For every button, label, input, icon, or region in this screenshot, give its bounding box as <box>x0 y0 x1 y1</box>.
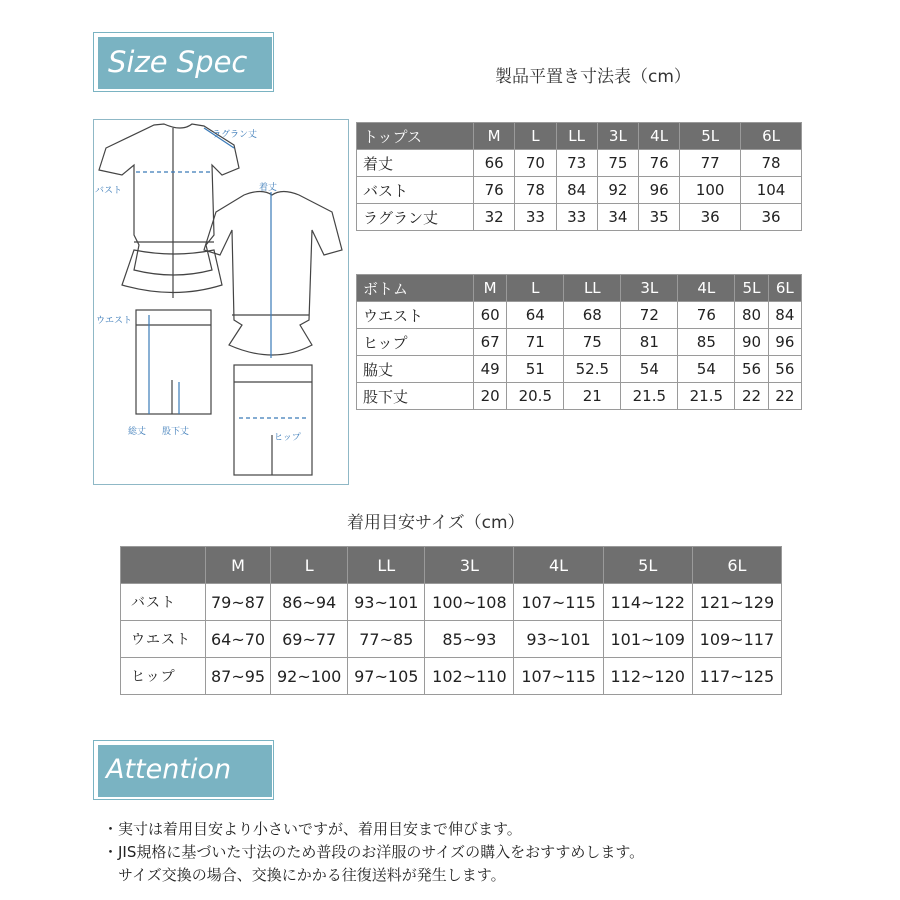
table-cell: 32 <box>474 204 515 231</box>
table-cell: 56 <box>768 356 801 383</box>
col-m: M <box>474 123 515 150</box>
table-cell: 54 <box>678 356 735 383</box>
fit-header-corner <box>121 547 206 584</box>
col-6l: 6L <box>692 547 781 584</box>
flat-table-heading: 製品平置き寸法表（cm） <box>495 67 691 87</box>
row-label: ウエスト <box>357 302 474 329</box>
table-cell: 51 <box>507 356 564 383</box>
table-cell: 21.5 <box>678 383 735 410</box>
table-row <box>357 356 802 383</box>
row-label: 股下丈 <box>357 383 474 410</box>
table-cell: 109~117 <box>692 621 781 658</box>
table-cell: 22 <box>768 383 801 410</box>
attention-badge <box>98 745 272 797</box>
size-spec-badge <box>98 37 272 89</box>
table-cell: 76 <box>678 302 735 329</box>
table-row <box>121 621 782 658</box>
table-cell: 73 <box>556 150 597 177</box>
table-cell: 112~120 <box>603 658 692 695</box>
row-label: 脇丈 <box>357 356 474 383</box>
table-cell: 33 <box>515 204 556 231</box>
table-cell: 76 <box>474 177 515 204</box>
tops-header-label: トップス <box>357 123 474 150</box>
table-cell: 67 <box>474 329 507 356</box>
table-cell: 107~115 <box>514 584 603 621</box>
table-cell: 56 <box>735 356 768 383</box>
attention-title: Attention <box>106 754 232 785</box>
col-4l: 4L <box>639 123 680 150</box>
table-cell: 54 <box>621 356 678 383</box>
table-cell: 97~105 <box>348 658 425 695</box>
row-label: ヒップ <box>121 658 206 695</box>
col-5l: 5L <box>735 275 768 302</box>
col-ll: LL <box>564 275 621 302</box>
row-label: 着丈 <box>357 150 474 177</box>
table-cell: 84 <box>768 302 801 329</box>
note-line: サイズ交換の場合、交換にかかる往復送料が発生します。 <box>103 866 506 884</box>
table-cell: 92~100 <box>271 658 348 695</box>
table-cell: 35 <box>639 204 680 231</box>
table-cell: 21 <box>564 383 621 410</box>
diagram-label-inseam: 股下丈 <box>162 427 190 437</box>
row-label: バスト <box>357 177 474 204</box>
col-ll: LL <box>556 123 597 150</box>
table-cell: 84 <box>556 177 597 204</box>
table-cell: 90 <box>735 329 768 356</box>
col-3l: 3L <box>621 275 678 302</box>
table-cell: 81 <box>621 329 678 356</box>
col-5l: 5L <box>603 547 692 584</box>
col-l: L <box>271 547 348 584</box>
bottoms-header-row <box>357 275 802 302</box>
table-cell: 69~77 <box>271 621 348 658</box>
garment-diagram <box>93 119 349 485</box>
row-label: ヒップ <box>357 329 474 356</box>
row-label: ウエスト <box>121 621 206 658</box>
table-row <box>357 177 802 204</box>
table-cell: 100~108 <box>425 584 514 621</box>
table-cell: 52.5 <box>564 356 621 383</box>
table-cell: 107~115 <box>514 658 603 695</box>
table-cell: 64~70 <box>206 621 271 658</box>
table-cell: 96 <box>639 177 680 204</box>
table-row <box>357 204 802 231</box>
table-cell: 96 <box>768 329 801 356</box>
table-cell: 117~125 <box>692 658 781 695</box>
table-cell: 101~109 <box>603 621 692 658</box>
table-cell: 77 <box>680 150 741 177</box>
table-cell: 77~85 <box>348 621 425 658</box>
col-5l: 5L <box>680 123 741 150</box>
table-cell: 102~110 <box>425 658 514 695</box>
table-cell: 21.5 <box>621 383 678 410</box>
fit-table-heading: 着用目安サイズ（cm） <box>347 513 525 533</box>
table-row <box>357 329 802 356</box>
table-cell: 60 <box>474 302 507 329</box>
table-cell: 85 <box>678 329 735 356</box>
col-m: M <box>206 547 271 584</box>
attention-notes <box>103 818 644 887</box>
table-cell: 75 <box>597 150 638 177</box>
diagram-label-raglan: ラグラン丈 <box>212 130 258 140</box>
col-ll: LL <box>348 547 425 584</box>
note-line: ・JIS規格に基づいた寸法のため普段のお洋服のサイズの購入をおすすめします。 <box>103 843 645 861</box>
row-label: ラグラン丈 <box>357 204 474 231</box>
col-l: L <box>515 123 556 150</box>
diagram-label-waist: ウエスト <box>96 316 133 326</box>
table-cell: 121~129 <box>692 584 781 621</box>
diagram-label-length: 着丈 <box>259 183 278 193</box>
table-cell: 114~122 <box>603 584 692 621</box>
table-cell: 78 <box>515 177 556 204</box>
col-4l: 4L <box>678 275 735 302</box>
table-row <box>357 383 802 410</box>
diagram-label-bust: バスト <box>95 186 123 196</box>
fit-table <box>120 546 782 695</box>
bottoms-header-label: ボトム <box>357 275 474 302</box>
col-3l: 3L <box>597 123 638 150</box>
table-cell: 34 <box>597 204 638 231</box>
size-spec-title: Size Spec <box>108 45 248 79</box>
table-cell: 20 <box>474 383 507 410</box>
col-4l: 4L <box>514 547 603 584</box>
table-cell: 80 <box>735 302 768 329</box>
table-cell: 36 <box>741 204 802 231</box>
table-cell: 64 <box>507 302 564 329</box>
diagram-label-side-length: 総丈 <box>128 427 147 437</box>
table-cell: 75 <box>564 329 621 356</box>
fit-header-row <box>121 547 782 584</box>
tops-table <box>356 122 802 231</box>
table-cell: 100 <box>680 177 741 204</box>
table-row <box>121 584 782 621</box>
table-cell: 92 <box>597 177 638 204</box>
table-row <box>121 658 782 695</box>
table-cell: 22 <box>735 383 768 410</box>
table-cell: 72 <box>621 302 678 329</box>
table-cell: 93~101 <box>514 621 603 658</box>
table-cell: 70 <box>515 150 556 177</box>
col-6l: 6L <box>768 275 801 302</box>
row-label: バスト <box>121 584 206 621</box>
tops-header-row <box>357 123 802 150</box>
table-cell: 36 <box>680 204 741 231</box>
table-cell: 78 <box>741 150 802 177</box>
table-cell: 104 <box>741 177 802 204</box>
col-3l: 3L <box>425 547 514 584</box>
table-cell: 87~95 <box>206 658 271 695</box>
diagram-label-hip: ヒップ <box>274 433 301 443</box>
table-cell: 86~94 <box>271 584 348 621</box>
note-line: ・実寸は着用目安より小さいですが、着用目安まで伸びます。 <box>103 820 522 838</box>
table-row <box>357 150 802 177</box>
col-m: M <box>474 275 507 302</box>
table-cell: 71 <box>507 329 564 356</box>
table-cell: 79~87 <box>206 584 271 621</box>
table-cell: 93~101 <box>348 584 425 621</box>
table-cell: 20.5 <box>507 383 564 410</box>
table-cell: 85~93 <box>425 621 514 658</box>
bottoms-table <box>356 274 802 410</box>
col-6l: 6L <box>741 123 802 150</box>
table-cell: 66 <box>474 150 515 177</box>
table-cell: 68 <box>564 302 621 329</box>
table-row <box>357 302 802 329</box>
table-cell: 76 <box>639 150 680 177</box>
table-cell: 49 <box>474 356 507 383</box>
col-l: L <box>507 275 564 302</box>
table-cell: 33 <box>556 204 597 231</box>
